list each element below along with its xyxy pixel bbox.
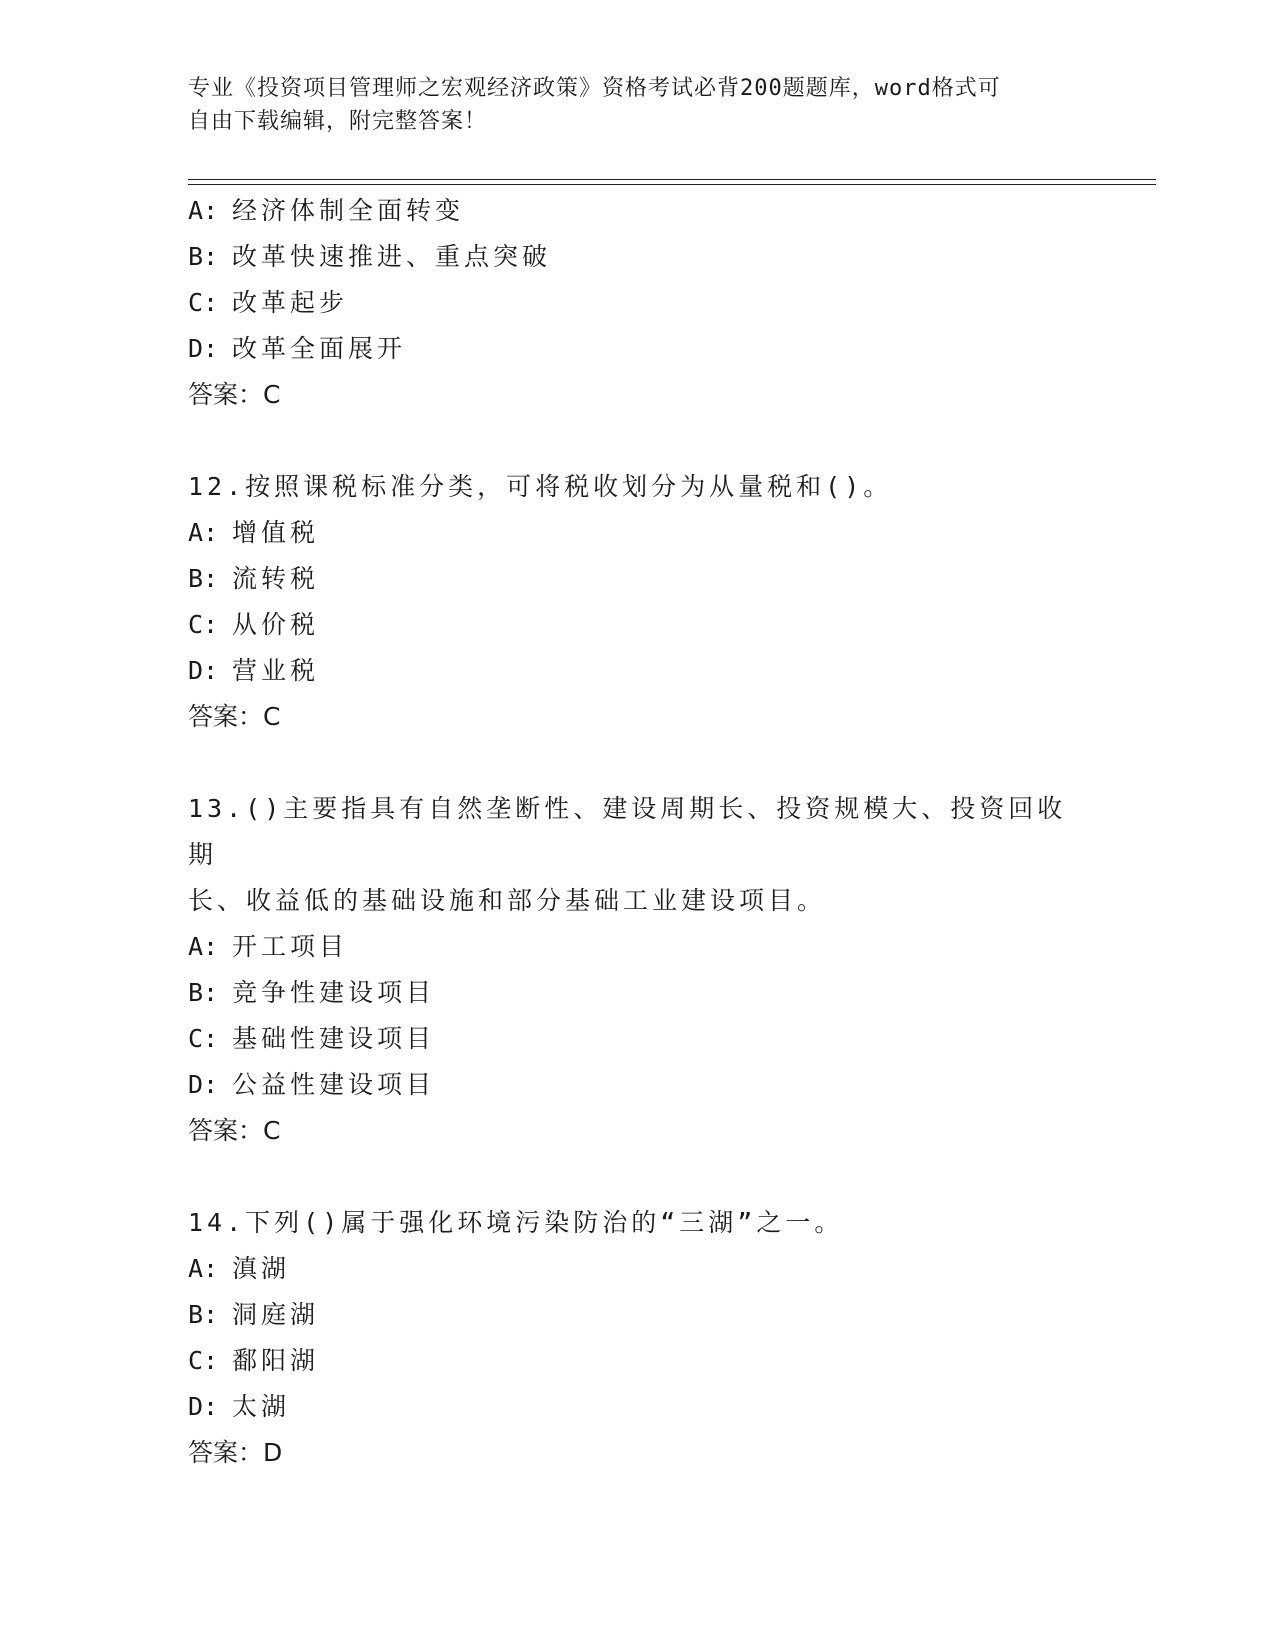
question-11	[188, 188, 1088, 418]
header-line-2: 自由下载编辑，附完整答案！	[188, 109, 488, 134]
document-header	[188, 72, 1088, 138]
option-b: B: 竞争性建设项目	[188, 978, 436, 1007]
option-a: A: 经济体制全面转变	[188, 196, 465, 225]
option-c: C: 基础性建设项目	[188, 1024, 436, 1053]
question-14	[188, 1200, 1088, 1476]
option-b: B: 改革快速推进、重点突破	[188, 242, 552, 271]
answer: 答案：D	[188, 1438, 283, 1467]
option-c: C: 从价税	[188, 610, 320, 639]
question-text: 12.按照课税标准分类，可将税收划分为从量税和()。	[188, 472, 893, 501]
spacer	[188, 418, 1088, 464]
option-c: C: 鄱阳湖	[188, 1346, 320, 1375]
header-line-1: 专业《投资项目管理师之宏观经济政策》资格考试必背200题题库，word格式可	[188, 76, 1001, 101]
question-text: 14.下列()属于强化环境污染防治的“三湖”之一。	[188, 1208, 844, 1237]
header-rule-bottom	[188, 184, 1156, 185]
option-a: A: 滇湖	[188, 1254, 291, 1283]
answer: 答案：C	[188, 1116, 281, 1145]
option-d: D: 太湖	[188, 1392, 291, 1421]
option-d: D: 营业税	[188, 656, 320, 685]
spacer	[188, 1154, 1088, 1200]
option-b: B: 流转税	[188, 564, 320, 593]
option-b: B: 洞庭湖	[188, 1300, 320, 1329]
option-a: A: 开工项目	[188, 932, 349, 961]
question-12	[188, 464, 1088, 740]
option-c: C: 改革起步	[188, 288, 349, 317]
answer: 答案：C	[188, 380, 281, 409]
option-a: A: 增值税	[188, 518, 320, 547]
question-text-line-2: 长、收益低的基础设施和部分基础工业建设项目。	[188, 886, 827, 915]
option-d: D: 公益性建设项目	[188, 1070, 436, 1099]
option-d: D: 改革全面展开	[188, 334, 407, 363]
question-text-line-1: 13.()主要指具有自然垄断性、建设周期长、投资规模大、投资回收期	[188, 794, 1067, 869]
question-13	[188, 786, 1088, 1154]
answer: 答案：C	[188, 702, 281, 731]
spacer	[188, 740, 1088, 786]
question-list	[188, 188, 1088, 1476]
header-rule-top	[188, 179, 1156, 180]
